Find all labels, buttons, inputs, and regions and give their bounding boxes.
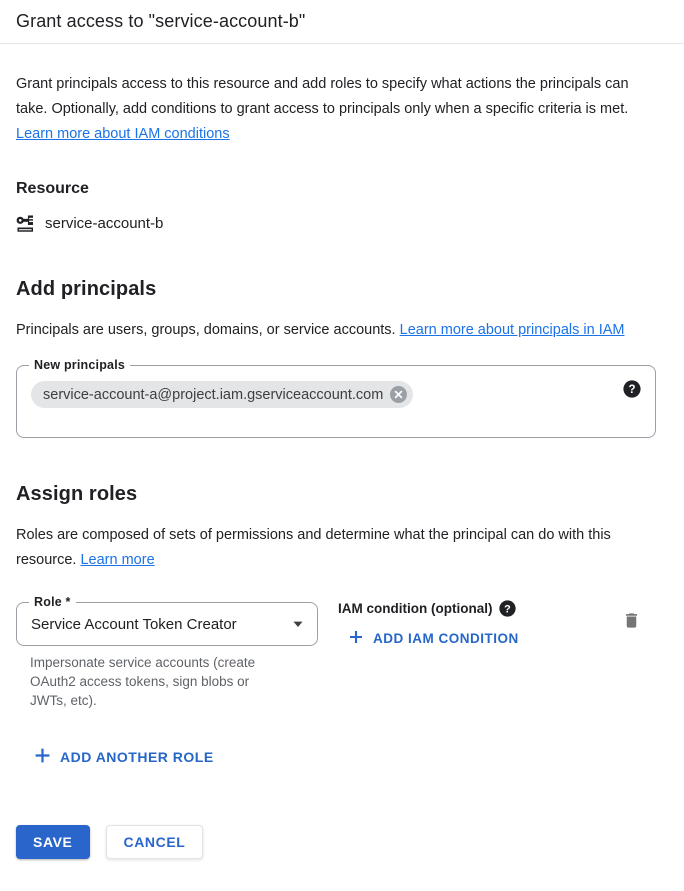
plus-icon xyxy=(34,747,51,767)
intro-text: Grant principals access to this resource and add roles to specify what actions the principals can take. Optionally, add conditions to grant access to principals only when a specific criteria is met. xyxy=(16,76,629,117)
save-button[interactable]: SAVE xyxy=(16,825,90,859)
plus-icon xyxy=(348,629,364,648)
delete-role-button[interactable] xyxy=(622,611,641,633)
chevron-down-icon xyxy=(291,617,305,631)
new-principals-label: New principals xyxy=(29,357,130,373)
role-actions-column xyxy=(622,602,656,710)
principals-paragraph xyxy=(16,318,656,343)
principals-help-icon[interactable] xyxy=(623,380,641,398)
add-principals-heading: Add principals xyxy=(16,278,157,300)
learn-more-iam-conditions-link[interactable]: Learn more about IAM conditions xyxy=(16,126,230,142)
role-helper-text: Impersonate service accounts (create OAuth2 access tokens, sign blobs or JWTs, etc). xyxy=(30,655,256,708)
role-selected-value: Service Account Token Creator xyxy=(31,615,237,633)
learn-more-principals-link[interactable]: Learn more about principals in IAM xyxy=(399,322,625,338)
role-select[interactable] xyxy=(16,595,318,646)
condition-help-icon[interactable] xyxy=(499,600,516,617)
service-account-icon xyxy=(16,214,35,233)
dialog-header xyxy=(0,0,684,44)
iam-condition-label-row xyxy=(338,600,622,617)
roles-paragraph xyxy=(16,523,656,573)
svg-text:?: ? xyxy=(504,603,512,616)
add-another-role-label: ADD ANOTHER ROLE xyxy=(60,749,214,765)
add-another-role-button[interactable] xyxy=(34,747,214,767)
trash-icon xyxy=(622,611,641,633)
role-column xyxy=(16,595,318,710)
principals-text: Principals are users, groups, domains, or service accounts. xyxy=(16,322,400,338)
principal-chip xyxy=(31,381,413,408)
iam-condition-column xyxy=(338,602,622,710)
svg-text:?: ? xyxy=(628,384,636,396)
dialog-actions xyxy=(16,825,656,859)
resource-name: service-account-b xyxy=(45,215,164,232)
dialog-title: Grant access to "service-account-b" xyxy=(16,11,306,31)
learn-more-roles-link[interactable]: Learn more xyxy=(80,552,155,568)
add-iam-condition-button[interactable] xyxy=(348,629,519,648)
role-label: Role * xyxy=(29,594,76,610)
resource-heading: Resource xyxy=(16,180,89,197)
roles-text: Roles are composed of sets of permissions and determine what the principal can do with this resource. xyxy=(16,527,611,568)
intro-paragraph xyxy=(16,72,656,147)
cancel-button[interactable]: CANCEL xyxy=(106,825,204,859)
chip-remove-close-icon[interactable] xyxy=(390,386,407,403)
role-row xyxy=(16,595,656,710)
resource-item xyxy=(16,214,656,233)
principal-chip-text: service-account-a@project.iam.gserviceaccount.com xyxy=(43,386,384,403)
add-iam-condition-label: ADD IAM CONDITION xyxy=(373,631,519,646)
iam-condition-label: IAM condition (optional) xyxy=(338,601,493,616)
new-principals-field[interactable] xyxy=(16,358,656,438)
assign-roles-heading: Assign roles xyxy=(16,483,138,505)
dialog-body xyxy=(0,72,684,859)
